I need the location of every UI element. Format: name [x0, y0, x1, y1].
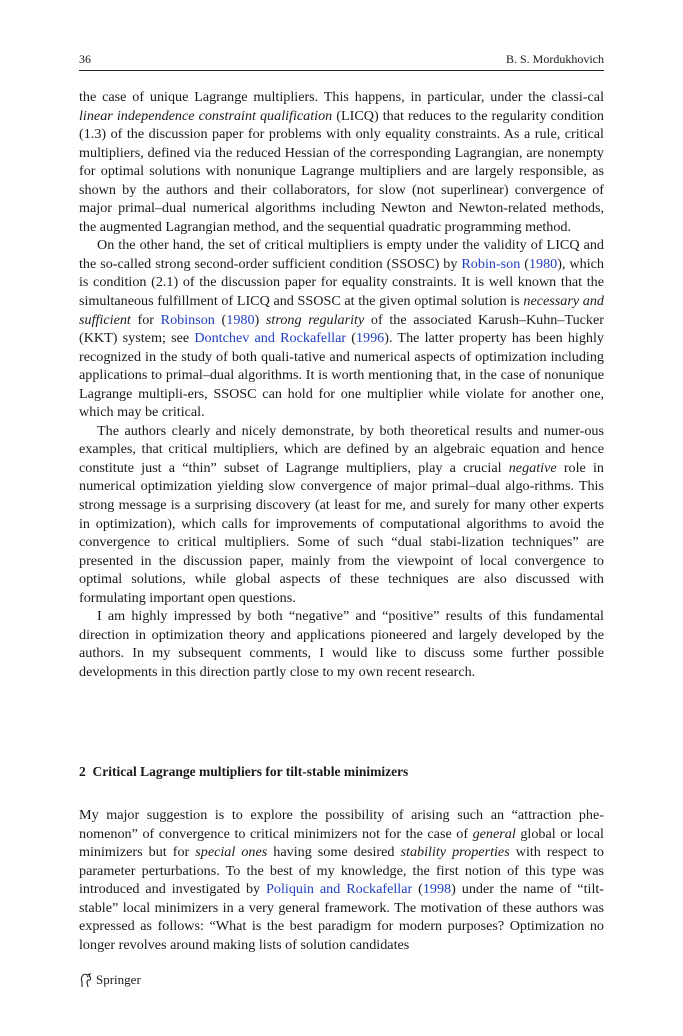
- springer-horse-icon: [79, 973, 93, 988]
- text-run: ). The latter property has been highly recognized in the study of both quali-tative and numerical aspects of optimization including applications to primal–dual algorithms. It is worth mentioning that, in the case of nonunique Lagrange multipli-ers, SSOSC can hold for one multiplier while violate for another one, which may be critical.: [79, 330, 604, 421]
- text-run: I am highly impressed by both “negative” and “positive” results of this fundamental direction in optimization theory and applications pioneered and largely developed by the authors. In my subsequent comments, I would like to discuss some further possible developments in this direction partly close to my own recent research.: [79, 608, 604, 680]
- text-run: for: [130, 311, 161, 328]
- emphasis-text: strong regularity: [265, 311, 365, 328]
- text-run: (: [412, 881, 423, 898]
- citation-link[interactable]: 1996: [355, 330, 385, 347]
- emphasis-text: general: [472, 825, 516, 842]
- text-run: My major suggestion is to explore the possibility of arising such an “attraction phe-nomenon” of convergence to critical minimizers not for the case of: [79, 807, 604, 842]
- section-heading: [79, 764, 408, 780]
- running-author: B. S. Mordukhovich: [505, 52, 604, 66]
- section-text: [79, 806, 604, 954]
- text-run: having some desired: [267, 844, 401, 861]
- text-run: The authors clearly and nicely demonstrate, by both theoretical results and numer-ous examples, that critical multipliers, which are defined by an algebraic equation and hence constitute just a “thin” subset of Lagrange multipliers, play a crucial: [79, 422, 604, 476]
- citation-link[interactable]: Robin-son: [461, 255, 521, 272]
- emphasis-text: linear independence constraint qualification: [79, 107, 333, 124]
- citation-link[interactable]: 1998: [422, 881, 452, 898]
- page-number: 36: [79, 52, 91, 66]
- text-run: (: [346, 330, 356, 347]
- emphasis-text: necessary and sufficient: [79, 293, 604, 328]
- section-number: 2: [79, 764, 86, 779]
- publisher-footer: [79, 972, 141, 988]
- main-text: [79, 88, 604, 682]
- running-header: [79, 52, 604, 71]
- paragraph: [79, 236, 604, 421]
- text-run: with respect to parameter perturbations. To the best of my knowledge, the first notion of this type was introduced and investigated by: [79, 844, 604, 898]
- text-run: role in numerical optimization yielding slow convergence of major primal–dual algo-rithms. This strong message is a surprising discovery (at least for me, and surely for many other experts in optimization), which calls for improvements of computational algorithms to avoid the convergence to critical multipliers. Some of such “dual stabi-lization techniques” are presented in the discussion paper, mainly from the viewpoint of local convergence to optimal solutions, while global aspects of these techniques are also discussed with formulating important open questions.: [79, 459, 604, 606]
- citation-link[interactable]: Robinson: [160, 311, 215, 328]
- text-run: ) under the name of “tilt-stable” local minimizers in a very general framework. The motivation of these authors was expressed as follows: “What is the best paradigm for modern purposes? Optimization no longer revolves around making lists of solution candidates: [79, 881, 605, 953]
- text-run: On the other hand, the set of critical multipliers is empty under the validity of LICQ and the so-called strong second-order sufficient condition (SSOSC) by: [79, 237, 604, 272]
- text-run: (: [214, 311, 227, 328]
- citation-link[interactable]: 1980: [226, 311, 255, 328]
- text-run: ), which is condition (2.1) of the discussion paper for equality constraints. It is well known that the simultaneous fulfillment of LICQ and SSOSC at the given optimal solution is: [79, 255, 604, 310]
- section-title: Critical Lagrange multipliers for tilt-stable minimizers: [92, 764, 409, 779]
- paragraph: [79, 607, 604, 681]
- emphasis-text: negative: [508, 459, 557, 476]
- paragraph: [79, 806, 604, 954]
- publisher-name: Springer: [96, 972, 141, 987]
- citation-link[interactable]: 1980: [528, 255, 558, 272]
- text-run: global or local minimizers but for: [79, 825, 604, 861]
- text-run: (LICQ) that reduces to the regularity condition (1.3) of the discussion paper for problems with only equality constraints. As a rule, critical multipliers, defined via the reduced Hessian of the corresponding Lagrangian, are nonempty for optimal solutions with nonunique Lagrange multipliers and are largely responsible, as shown by the authors and their collaborators, for slow (not superlinear) convergence of major primal–dual numerical algorithms including Newton and Newton-related methods, the augmented Lagrangian method, and the sequential quadratic programming method.: [79, 107, 604, 235]
- text-run: ): [254, 311, 266, 328]
- citation-link[interactable]: Poliquin and Rockafellar: [266, 881, 413, 898]
- paragraph: [79, 88, 604, 236]
- text-run: of the associated Karush–Kuhn–Tucker (KKT) system; see: [79, 311, 604, 347]
- text-run: (: [520, 255, 529, 272]
- text-run: the case of unique Lagrange multipliers. This happens, in particular, under the classi-cal: [79, 89, 604, 105]
- citation-link[interactable]: Dontchev and Rockafellar: [194, 330, 347, 347]
- paragraph: [79, 422, 604, 607]
- emphasis-text: stability properties: [400, 844, 510, 861]
- emphasis-text: special ones: [195, 844, 268, 861]
